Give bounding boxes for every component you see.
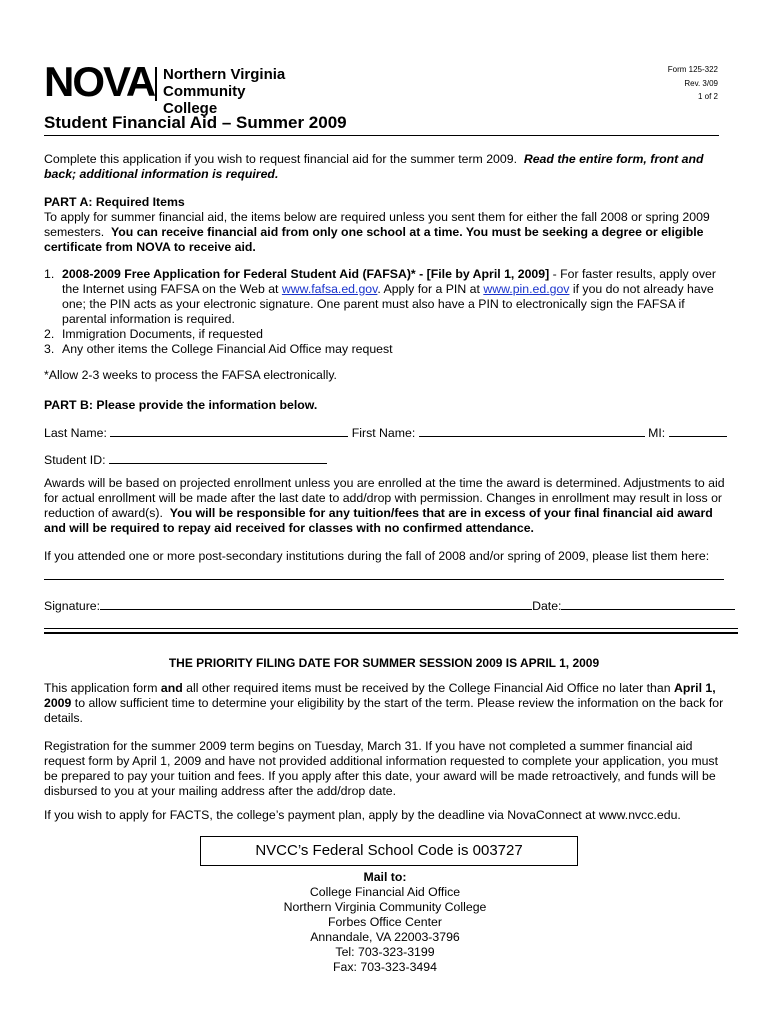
name-row [44, 424, 734, 441]
part-a-heading: PART A: Required Items [44, 195, 185, 209]
logo-divider [155, 67, 157, 101]
priority-paragraph-1: This application form and all other required items must be received by the College Financial Aid Office no later than April 1, 2009 to allow sufficient time to determine your eligibility by the start of the term. Please review the information on the back for details. [44, 681, 724, 725]
list-item: 3. Any other items the College Financial Aid Office may request [44, 342, 393, 356]
page-number: 1 of 2 [697, 92, 718, 101]
intro-text: Complete this application if you wish to request financial aid for the summer term 2009. [44, 152, 517, 166]
first-name-field[interactable] [419, 424, 645, 437]
form-revision: Rev. 3/09 [684, 78, 718, 88]
section-divider [44, 628, 738, 629]
mi-field[interactable] [669, 424, 727, 437]
student-id-field[interactable] [109, 451, 327, 464]
date-field[interactable] [561, 597, 735, 610]
priority-paragraph-2: Registration for the summer 2009 term begins on Tuesday, March 31. If you have not completed a summer financial aid request form by April 1, 2009 and have not provided additional information requested to complete your application, you must be prepared to pay your tuition and fees. If you apply after this date, your award will be made retroactively, and funds will be disbursed to you at your mailing address after the add/drop date. [44, 739, 718, 798]
form-number: Form 125-322 [667, 65, 718, 74]
awards-paragraph [44, 476, 734, 536]
list-item: 2. Immigration Documents, if requested [44, 327, 263, 341]
part-a-text: To apply for summer financial aid, the items below are required unless you sent them for either the fall 2008 or spring 2009 semesters. [44, 210, 710, 239]
fafsa-link[interactable]: www.fafsa.ed.gov [281, 282, 378, 296]
college-name-line1: Northern Virginia [163, 66, 286, 83]
required-items-list [44, 267, 729, 357]
mail-line: College Financial Aid Office [309, 885, 461, 899]
fafsa-title: 2008-2009 Free Application for Federal Student Aid (FAFSA)* - [File by April 1, 2009] [62, 267, 550, 281]
school-code: NVCC’s Federal School Code is 003727 [255, 842, 523, 859]
awards-text: Awards will be based on projected enrollment unless you are enrolled at the time the award is determined. Adjustments to aid for actual enrollment will be made after the last date to add/drop with permission. Changes in enrollment may result in loss or reduction of award(s). [44, 476, 725, 520]
mail-to-heading: Mail to: [363, 870, 407, 884]
nova-logo [44, 58, 294, 117]
page-title: Student Financial Aid – Summer 2009 [44, 113, 347, 132]
mail-line: Tel: 703-323-3199 [335, 945, 435, 959]
list-item: 1. 2008-2009 Free Application for Federal Student Aid (FAFSA)* - [File by April 1, 2009] - For faster results, apply over the Internet using FAFSA on the Web at www.fafsa.ed.gov. Apply for a PIN at www.pin.ed.gov if you do not already have one; the PIN acts as your electronic signature. One parent must also have a PIN to electronically sign the FAFSA if parental information is required. [44, 267, 716, 326]
date-label: Date: [532, 599, 562, 613]
part-b-heading: PART B: Please provide the information below. [44, 398, 318, 412]
signature-row [44, 597, 735, 614]
form-info [668, 63, 718, 104]
mi-label: MI: [648, 426, 666, 440]
mail-line: Fax: 703-323-3494 [333, 960, 437, 974]
mail-line: Annandale, VA 22003-3796 [310, 930, 460, 944]
institutions-field[interactable] [44, 579, 724, 580]
part-a-bold-text: You can receive financial aid from only one school at a time. You must be seeking a degree or eligible certificate from NOVA to receive aid. [44, 225, 704, 254]
last-name-label: Last Name: [44, 426, 107, 440]
pin-link[interactable]: www.pin.ed.gov [483, 282, 570, 296]
mail-line: Forbes Office Center [328, 915, 442, 929]
logo-text: NOVA [44, 58, 155, 105]
student-id-label: Student ID: [44, 453, 106, 467]
first-name-label: First Name: [351, 426, 416, 440]
priority-paragraph-3: If you wish to apply for FACTS, the college’s payment plan, apply by the deadline via NovaConnect at www.nvcc.edu. [44, 808, 681, 822]
mail-to-block [200, 870, 570, 975]
intro-paragraph [44, 152, 729, 182]
fafsa-note: *Allow 2-3 weeks to process the FAFSA electronically. [44, 368, 337, 382]
signature-label: Signature: [44, 599, 101, 613]
part-a-paragraph [44, 210, 734, 255]
last-name-field[interactable] [110, 424, 348, 437]
institutions-prompt: If you attended one or more post-secondary institutions during the fall of 2008 and/or spring of 2009, please list them here: [44, 549, 710, 563]
awards-bold: You will be responsible for any tuition/fees that are in excess of your final financial aid award and will be required to repay aid received for classes with no confirmed attendance. [44, 506, 713, 535]
college-name-line2: Community College [163, 83, 246, 117]
student-id-row [44, 451, 327, 468]
school-code-box [200, 836, 578, 866]
signature-field[interactable] [100, 597, 532, 610]
priority-heading: THE PRIORITY FILING DATE FOR SUMMER SESSION 2009 IS APRIL 1, 2009 [168, 656, 600, 670]
section-divider [44, 632, 738, 634]
title-rule [44, 135, 719, 136]
mail-line: Northern Virginia Community College [283, 900, 487, 914]
intro-emphasis: Read the entire form, front and back; additional information is required. [44, 152, 704, 181]
